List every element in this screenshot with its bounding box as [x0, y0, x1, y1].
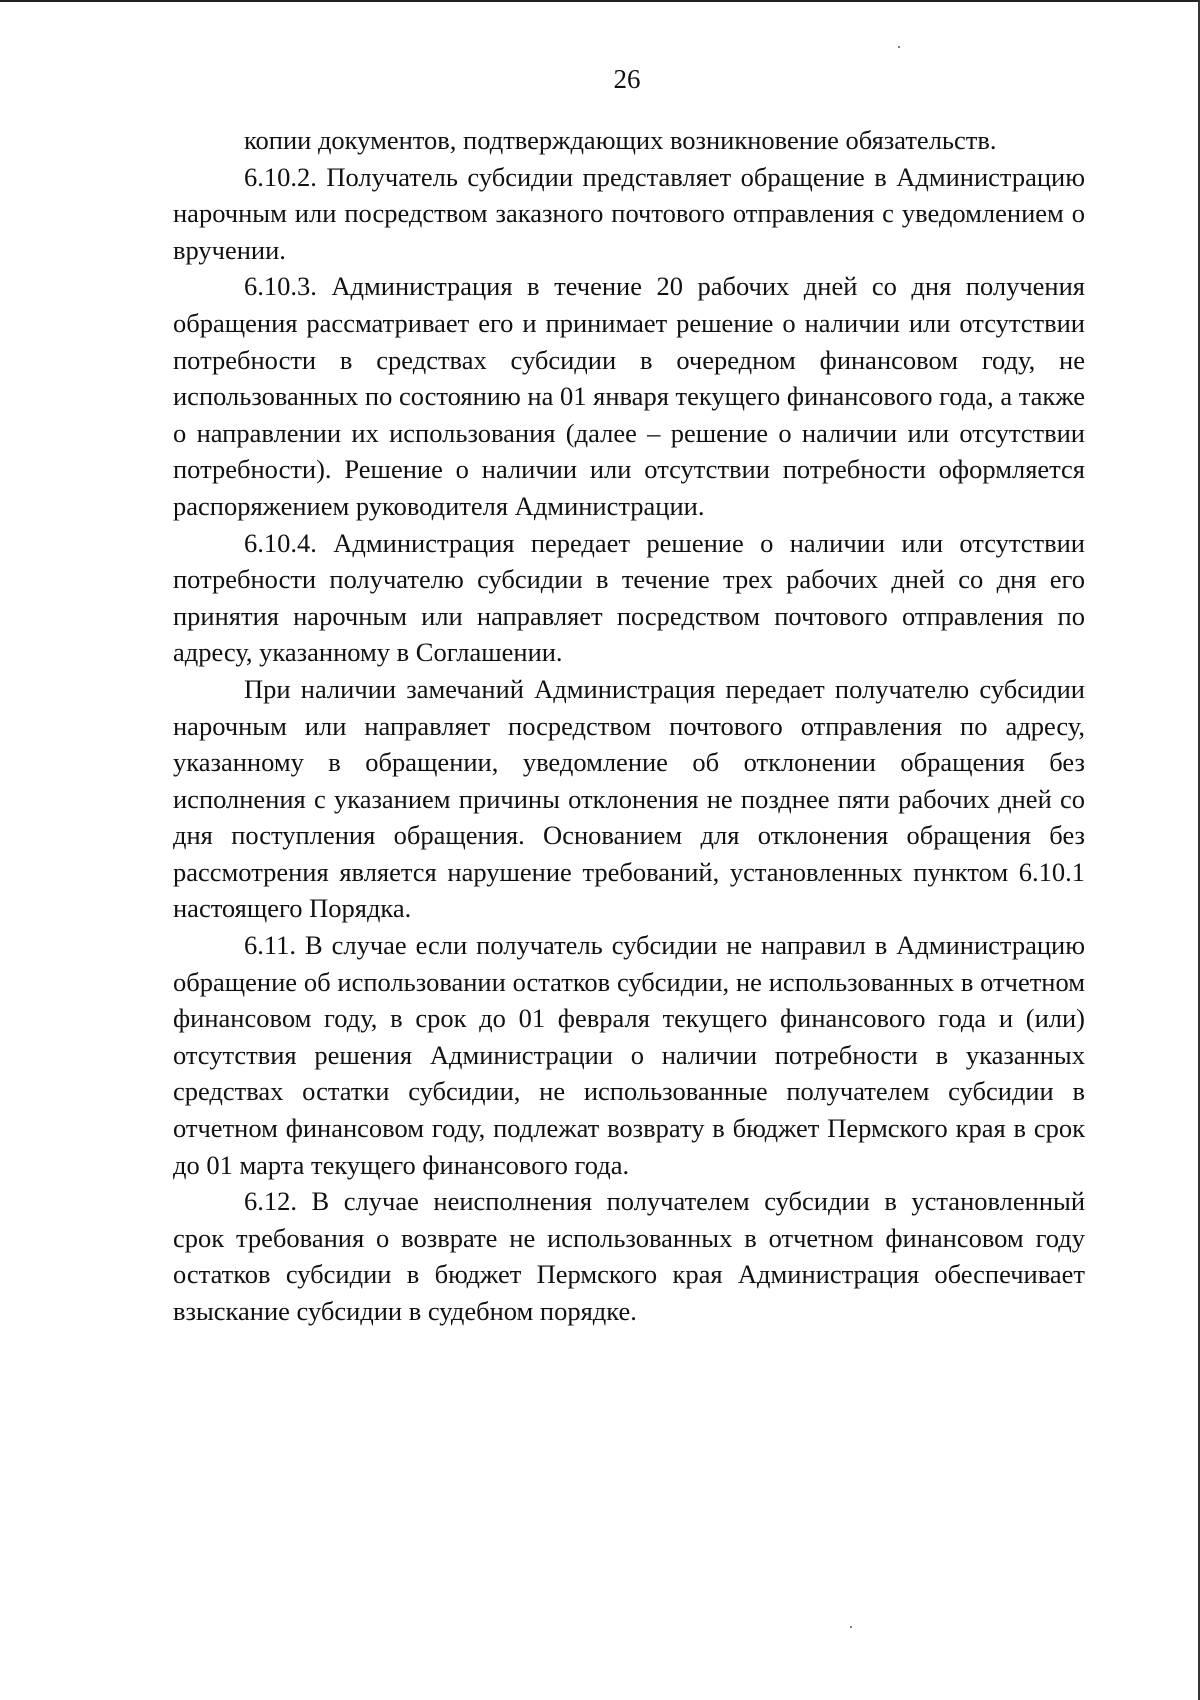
document-body	[173, 122, 1085, 1330]
page-number: 26	[613, 64, 641, 94]
paragraph-remarks: При наличии замечаний Администрация передает получателю субсидии нарочным или направляет посредством почтового отправления по адресу, указанному в обращении, уведомление об отклонении обращения без исполнения с указанием причины отклонения не позднее пяти рабочих дней со дня поступления обращения. Основанием для отклонения обращения без рассмотрения является нарушение требований, установленных пунктом 6.10.1 настоящего Порядка.	[173, 673, 1085, 924]
paragraph-6-10-2: 6.10.2. Получатель субсидии представляет обращение в Администрацию нарочным или посредством заказного почтового отправления с уведомлением о вручении.	[173, 161, 1085, 265]
paragraph-continuation: копии документов, подтверждающих возникновение обязательств.	[244, 125, 997, 155]
paragraph-6-10-3: 6.10.3. Администрация в течение 20 рабочих дней со дня получения обращения рассматривает его и принимает решение о наличии или отсутствии потребности в средствах субсидии в очередном финансовом году, не использованных по состоянию на 01 января текущего финансового года, а также о направлении их использования (далее – решение о наличии или отсутствии потребности). Решение о наличии или отсутствии потребности оформляется распоряжением руководителя Администрации.	[173, 271, 1085, 521]
scan-edge-top	[0, 0, 1200, 2]
paragraph-6-10-4: 6.10.4. Администрация передает решение о наличии или отсутствии потребности получателю субсидии в течение трех рабочих дней со дня его принятия нарочным или направляет посредством почтового отправления по адресу, указанному в Соглашении.	[173, 527, 1085, 668]
scan-speck	[898, 46, 900, 48]
paragraph-6-12: 6.12. В случае неисполнения получателем субсидии в установленный срок требования о возврате не использованных в отчетном финансовом году остатков субсидии в бюджет Пермского края Администрация обеспечивает взыскание субсидии в судебном порядке.	[173, 1186, 1085, 1326]
scan-speck	[850, 1626, 852, 1628]
paragraph-6-11: 6.11. В случае если получатель субсидии не направил в Администрацию обращение об использовании остатков субсидии, не использованных в отчетном финансовом году, в срок до 01 февраля текущего финансового года и (или) отсутствия решения Администрации о наличии потребности в указанных средствах остатки субсидии, не использованные получателем субсидии в отчетном финансовом году, подлежат возврату в бюджет Пермского края в срок до 01 марта текущего финансового года.	[173, 930, 1085, 1180]
